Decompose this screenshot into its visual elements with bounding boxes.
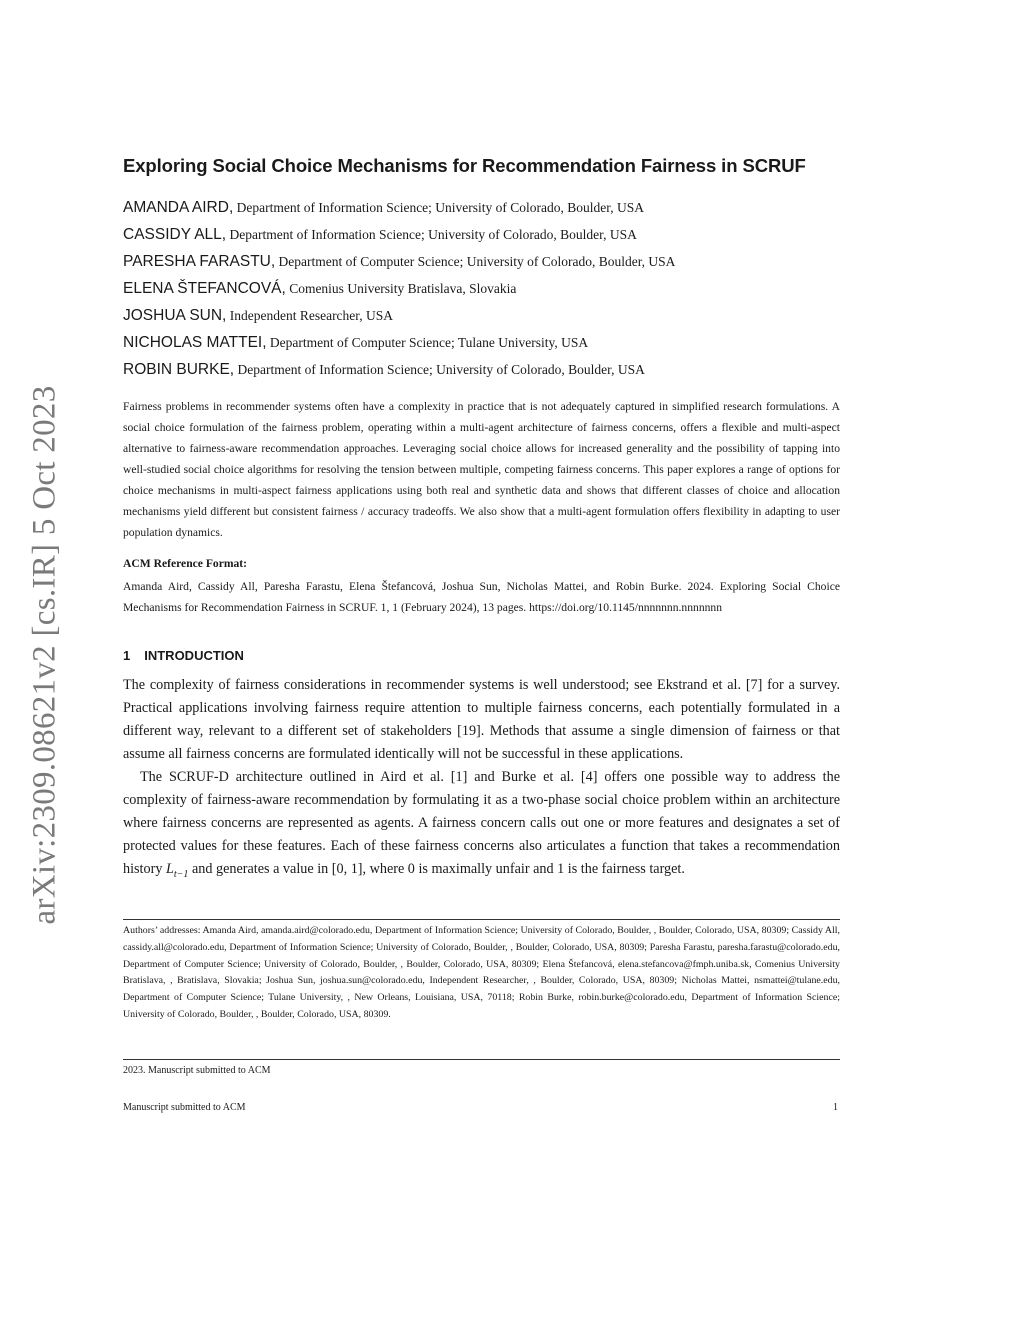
acm-reference-heading: ACM Reference Format: xyxy=(123,557,248,570)
paper-title: Exploring Social Choice Mechanisms for Recommendation Fairness in SCRUF xyxy=(123,155,806,176)
author-line xyxy=(123,334,588,352)
author-affiliation: Comenius University Bratislava, Slovakia xyxy=(289,281,517,296)
author-line xyxy=(123,307,393,325)
section-heading xyxy=(123,648,840,663)
section-number: 1 xyxy=(123,648,131,663)
author-name: NICHOLAS MATTEI, xyxy=(123,334,267,351)
author-name: AMANDA AIRD, xyxy=(123,199,234,216)
author-line xyxy=(123,226,637,244)
page-number: 1 xyxy=(833,1102,838,1113)
authors-addresses-footnote: Authors’ addresses: Amanda Aird, amanda.aird@colorado.edu, Department of Information Science; University of Colorado, Boulder, , Boulder, Colorado, USA, 80309; Cassidy All, cassidy.all@colorado.edu, Department of Information Science; University of Colorado, Boulder, , Boulder, Colorado, USA, 80309; Paresha Farastu, paresha.farastu@colorado.edu, Department of Computer Science; University of Colorado, Boulder, , Boulder, Colorado, USA, 80309; Elena Štefancová, elena.stefancova@fmph.uniba.sk, Comenius University Bratislava, , Bratislava, Slovakia; Joshua Sun, joshua.sun@colorado.edu, Independent Researcher, , Boulder, Colorado, USA, 80309; Nicholas Mattei, nsmattei@tulane.edu, Department of Computer Science; Tulane University, , New Orleans, Louisiana, USA, 70118; Robin Burke, robin.burke@colorado.edu, Department of Information Science; University of Colorado, Boulder, , Boulder, Colorado, USA, 80309. xyxy=(123,925,840,1020)
author-affiliation: Department of Information Science; University of Colorado, Boulder, USA xyxy=(236,200,644,215)
abstract: Fairness problems in recommender systems often have a complexity in practice that is not adequately captured in simplified research formulations. A social choice formulation of the fairness problem, operating within a multi-agent architecture of fairness concerns, offers a flexible and multi-aspect alternative to fairness-aware recommendation approaches. Leveraging social choice allows for increased generality and the possibility of tapping into well-studied social choice algorithms for resolving the tension between multiple, competing fairness concerns. This paper explores a range of options for choice mechanisms in multi-aspect fairness applications using both real and synthetic data and shows that different classes of choice and allocation mechanisms yield different but consistent fairness / accuracy tradeoffs. We also show that a multi-agent formulation offers flexibility in adapting to user population dynamics. xyxy=(123,400,840,539)
author-line xyxy=(123,280,516,298)
author-name: PARESHA FARASTU, xyxy=(123,253,276,270)
author-affiliation: Department of Information Science; University of Colorado, Boulder, USA xyxy=(237,362,645,377)
author-line xyxy=(123,253,675,271)
footnote-divider xyxy=(123,919,840,920)
arxiv-identifier: arXiv:2309.08621v2 [cs.IR] 5 Oct 2023 xyxy=(26,385,63,925)
author-name: CASSIDY ALL, xyxy=(123,226,227,243)
intro-text: The SCRUF-D architecture outlined in Aird et al. [1] and Burke et al. [4] offers one possible way to address the complexity of fairness-aware recommendation by formulating it as a two-phase social choice problem within an architecture where fairness concerns are represented as agents. A fairness concern calls out one or more features and designates a set of protected values for these features. Each of these fairness concerns also articulates a function that takes a recommendation history xyxy=(123,769,840,877)
intro-paragraph-1: The complexity of fairness considerations in recommender systems is well understood; see Ekstrand et al. [7] for a survey. Practical applications involving fairness require attention to multiple fairness concerns, each potentially formulated in a different way, relevant to a different set of stakeholders [19]. Methods that assume a single dimension of fairness or that assume all fairness concerns are formulated identically will not be successful in these applications. xyxy=(123,677,840,762)
intro-text: and generates a value in [0, 1], where 0 is maximally unfair and 1 is the fairness target. xyxy=(188,861,685,877)
math-subscript: t−1 xyxy=(173,868,189,880)
submission-note: 2023. Manuscript submitted to ACM xyxy=(123,1065,271,1076)
intro-paragraph-2 xyxy=(123,766,840,886)
author-affiliation: Department of Computer Science; University of Colorado, Boulder, USA xyxy=(278,254,676,269)
author-affiliation: Independent Researcher, USA xyxy=(229,308,394,323)
submission-divider xyxy=(123,1059,840,1060)
introduction-body xyxy=(123,674,840,886)
author-affiliation: Department of Information Science; University of Colorado, Boulder, USA xyxy=(229,227,637,242)
math-variable: L xyxy=(165,861,174,877)
acm-reference-text: Amanda Aird, Cassidy All, Paresha Farastu, Elena Štefancová, Joshua Sun, Nicholas Mattei, and Robin Burke. 2024. Exploring Social Choice Mechanisms for Recommendation Fairness in SCRUF. 1, 1 (February 2024), 13 pages. https://doi.org/10.1145/nnnnnnn.nnnnnnn xyxy=(123,580,840,614)
section-title: INTRODUCTION xyxy=(144,648,244,663)
author-line xyxy=(123,361,645,379)
author-name: ROBIN BURKE, xyxy=(123,361,235,378)
author-affiliation: Department of Computer Science; Tulane University, USA xyxy=(269,335,589,350)
author-name: ELENA ŠTEFANCOVÁ, xyxy=(123,280,286,297)
author-line xyxy=(123,199,644,217)
author-name: JOSHUA SUN, xyxy=(123,307,227,324)
footer-text: Manuscript submitted to ACM xyxy=(123,1102,246,1113)
